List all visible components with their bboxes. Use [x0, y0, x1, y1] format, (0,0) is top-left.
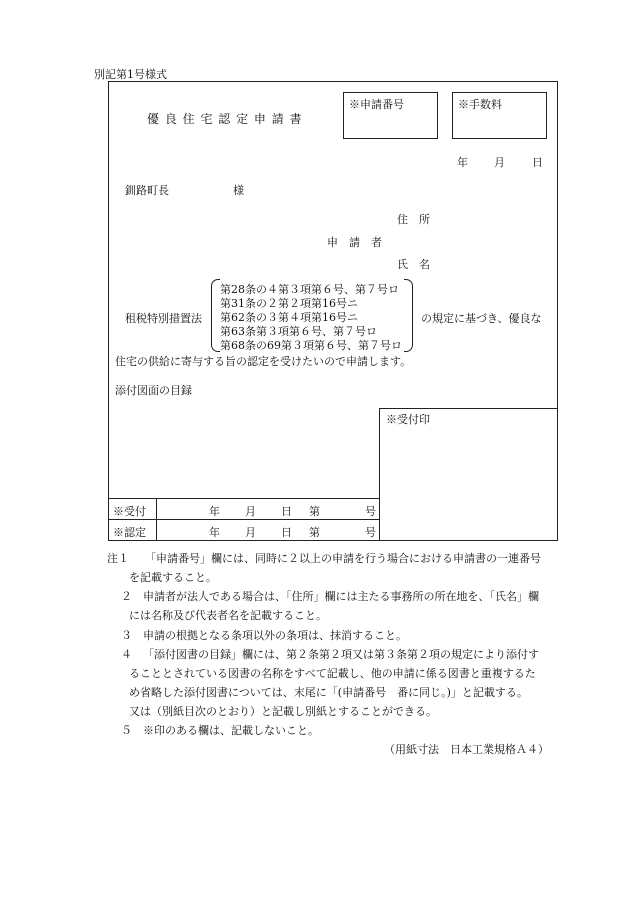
stamp-top-line — [379, 408, 558, 409]
date-day: 日 — [532, 156, 543, 169]
clause-bracket-right — [404, 279, 413, 352]
approval-year: 年 — [209, 526, 220, 539]
attachments-label: 添付図面の目録 — [115, 384, 192, 397]
approval-month: 月 — [245, 526, 256, 539]
law-name: 租税特別措置法 — [125, 312, 202, 325]
paper-size: （用紙寸法 日本工業規格Ａ４） — [384, 743, 549, 756]
note-4-number: ４ — [121, 648, 132, 661]
law-suffix: の規定に基づき、優良な — [421, 312, 542, 325]
row-label-divider — [156, 498, 157, 541]
approval-label: ※認定 — [113, 526, 146, 539]
stamp-left-line — [379, 408, 380, 541]
row-divider-middle — [108, 519, 380, 520]
addressee-name: 釧路町長 — [125, 184, 169, 197]
fee-label: ※手数料 — [458, 98, 502, 111]
note-4-line-3: め省略した添付図書については、末尾に「(申請番号 番に同じ。)」と記載する。 — [129, 686, 528, 699]
note-3-number: ３ — [121, 629, 132, 642]
law-clause-1: 第28条の４第３項第６号、第７号ロ — [220, 283, 399, 296]
form-title: 優 良 住 宅 認 定 申 請 書 — [147, 112, 303, 126]
approval-day: 日 — [281, 526, 292, 539]
note-2-line-1: 申請者が法人である場合は、「住所」欄には主たる事務所の所在地を、「氏名」欄 — [143, 590, 539, 603]
note-4-line-4: 又は（別紙目次のとおり）と記載し別紙とすることができる。 — [129, 705, 437, 718]
law-continuation: 住宅の供給に寄与する旨の認定を受けたいので申請します。 — [115, 355, 412, 368]
receipt-day: 日 — [281, 505, 292, 518]
approval-dai: 第 — [309, 526, 320, 539]
receipt-label: ※受付 — [113, 505, 146, 518]
note-2-number: ２ — [121, 590, 132, 603]
form-id: 別記第1号様式 — [94, 68, 167, 81]
note-2-line-2: には名称及び代表者名を記載すること。 — [129, 609, 327, 622]
applicant-label: 申 請 者 — [327, 236, 382, 249]
row-divider-top — [108, 498, 380, 499]
applicant-name-label: 氏 名 — [397, 258, 430, 271]
note-1-line-2: を記載すること。 — [129, 571, 217, 584]
receipt-dai: 第 — [309, 505, 320, 518]
receipt-month: 月 — [245, 505, 256, 518]
application-number-label: ※申請番号 — [349, 98, 404, 111]
addressee-honorific: 様 — [233, 184, 244, 197]
approval-go: 号 — [365, 526, 376, 539]
receipt-go: 号 — [365, 505, 376, 518]
applicant-address-label: 住 所 — [397, 213, 430, 226]
date-year: 年 — [457, 156, 468, 169]
note-4-line-1: 「添付図書の目録」欄には、第２条第２項又は第３条第２項の規定により添付す — [143, 648, 539, 661]
law-clause-3: 第62条の３第４項第16号ニ — [220, 311, 358, 324]
note-5-number: ５ — [121, 724, 132, 737]
law-clause-2: 第31条の２第２項第16号ニ — [220, 297, 358, 310]
note-1-line-1: 「申請番号」欄には、同時に２以上の申請を行う場合における申請書の一連番号 — [145, 552, 541, 565]
law-clause-5: 第68条の69第３項第６号、第７号ロ — [220, 339, 402, 352]
note-4-line-2: ることとされている図書の名称をすべて記載し、他の申請に係る図書と重複するた — [129, 667, 536, 680]
law-clause-4: 第63条第３項第６号、第７号ロ — [220, 325, 377, 338]
stamp-label: ※受付印 — [386, 413, 430, 426]
clause-bracket-left — [211, 279, 220, 352]
note-5-line-1: ※印のある欄は、記載しないこと。 — [143, 724, 319, 737]
date-month: 月 — [494, 156, 505, 169]
receipt-year: 年 — [209, 505, 220, 518]
note-1-number: 注１ — [107, 552, 129, 565]
note-3-line-1: 申請の根拠となる条項以外の条項は、抹消すること。 — [143, 629, 407, 642]
